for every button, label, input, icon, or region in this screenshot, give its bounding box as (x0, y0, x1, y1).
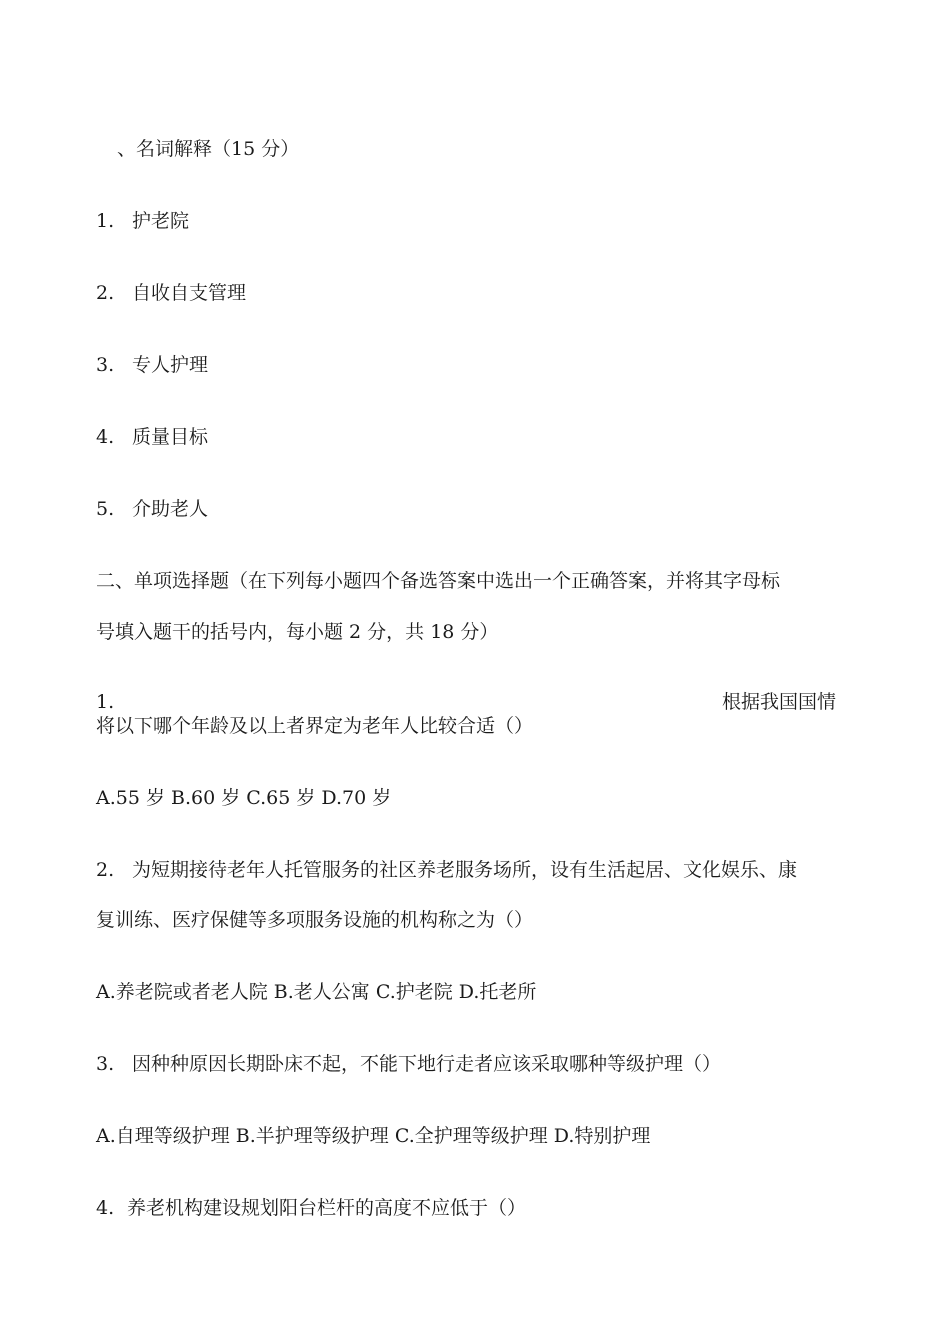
definition-item (96, 281, 246, 305)
question-line (96, 858, 797, 882)
question-text: 根据我国国情 (722, 691, 837, 713)
question-number: 1. (96, 691, 115, 713)
item-text: 质量目标 (132, 426, 209, 448)
definition-item (96, 497, 208, 521)
item-number: 2. (96, 282, 115, 304)
section-heading-choice-line2: 号填入题干的括号内，每小题 2 分，共 18 分） (96, 621, 499, 643)
question-number: 4. (96, 1197, 115, 1219)
item-text: 介助老人 (132, 498, 209, 520)
section-heading-choice-line1: 二、单项选择题（在下列每小题四个备选答案中选出一个正确答案，并将其字母标 (96, 570, 781, 592)
question-line (96, 1052, 721, 1076)
question-text: 因种种原因长期卧床不起，不能下地行走者应该采取哪种等级护理（） (132, 1053, 722, 1075)
question-text: 将以下哪个年龄及以上者界定为老年人比较合适（） (96, 715, 534, 737)
question-text: 复训练、医疗保健等多项服务设施的机构称之为（） (96, 909, 534, 931)
item-text: 专人护理 (132, 354, 209, 376)
question-number: 2. (96, 859, 115, 881)
item-number: 1. (96, 210, 115, 232)
question-number: 3. (96, 1053, 115, 1075)
question-text: 养老机构建设规划阳台栏杆的高度不应低于（） (127, 1197, 527, 1219)
item-text: 自收自支管理 (132, 282, 247, 304)
question-text: 为短期接待老年人托管服务的社区养老服务场所，设有生活起居、文化娱乐、康 (132, 859, 798, 881)
item-text: 护老院 (132, 210, 190, 232)
item-number: 3. (96, 354, 115, 376)
section-heading-definitions: 、名词解释（15 分） (117, 138, 300, 160)
definition-item (96, 425, 208, 449)
item-number: 4. (96, 426, 115, 448)
definition-item (96, 209, 189, 233)
definition-item (96, 353, 208, 377)
question-line (96, 1196, 526, 1220)
question-options: A.养老院或者老人院 B.老人公寓 C.护老院 D.托老所 (96, 981, 537, 1003)
question-options: A.自理等级护理 B.半护理等级护理 C.全护理等级护理 D.特别护理 (96, 1125, 651, 1147)
item-number: 5. (96, 498, 115, 520)
question-options: A.55 岁 B.60 岁 C.65 岁 D.70 岁 (96, 787, 392, 809)
